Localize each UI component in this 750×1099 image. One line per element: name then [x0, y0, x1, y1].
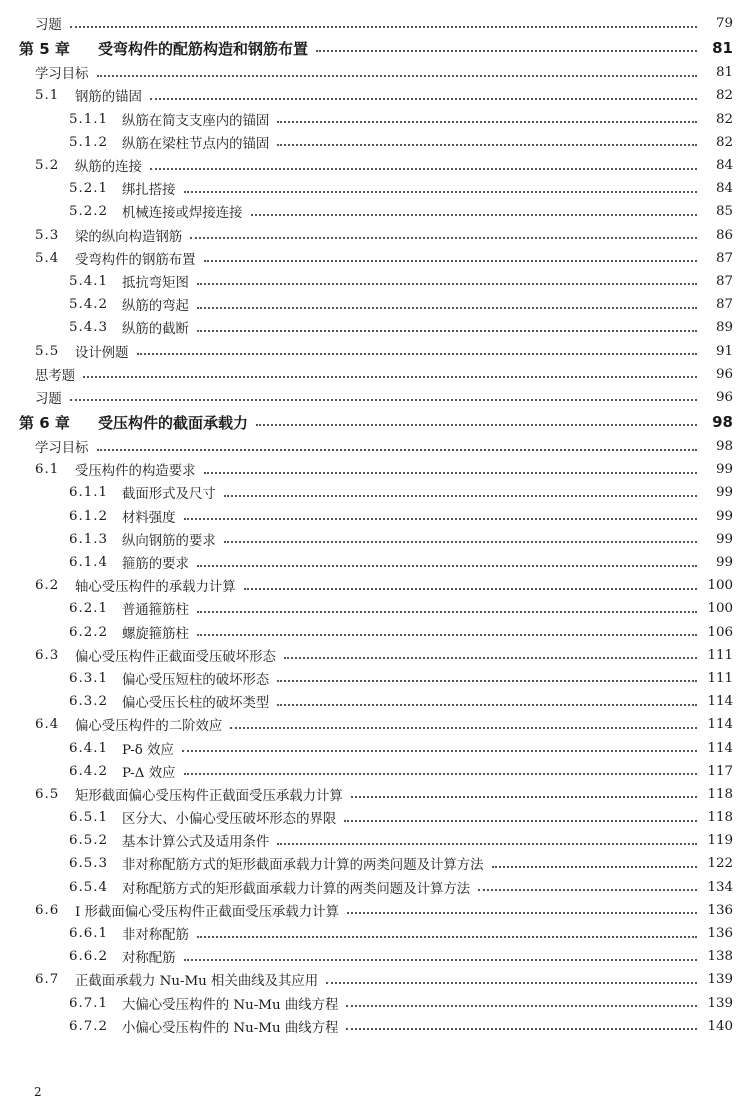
- toc-entry[interactable]: [0, 316, 750, 339]
- entry-number: 6.4: [35, 717, 60, 733]
- page-number: 2: [34, 1085, 42, 1099]
- entry-page-number: 86: [715, 227, 733, 243]
- entry-page-number: 138: [707, 949, 733, 965]
- entry-title: 矩形截面偏心受压构件正截面受压承载力计算: [75, 788, 343, 804]
- toc-entry[interactable]: [0, 1015, 750, 1038]
- toc-entry[interactable]: [0, 899, 750, 922]
- entry-page-number: 98: [712, 413, 733, 431]
- entry-page-number: 139: [707, 995, 733, 1011]
- toc-entry[interactable]: [0, 621, 750, 644]
- entry-title: 非对称配筋: [122, 928, 189, 944]
- dot-leader: [251, 214, 697, 216]
- dot-leader: [316, 50, 697, 52]
- toc-entry[interactable]: [0, 505, 750, 528]
- dot-leader: [344, 820, 697, 822]
- dot-leader: [351, 796, 697, 798]
- entry-title: 正截面承载力 Nu-Mu 相关曲线及其应用: [75, 974, 319, 990]
- entry-number: 6.5.1: [69, 810, 109, 826]
- entry-title: 材料强度: [122, 510, 176, 526]
- entry-number: 5.5: [35, 343, 60, 359]
- entry-number: 6.1: [35, 462, 60, 478]
- entry-title: P-Δ 效应: [122, 765, 176, 781]
- entry-title: 梁的纵向构造钢筋: [75, 229, 183, 245]
- entry-number: 6.6: [35, 902, 60, 918]
- entry-number: 5.3: [35, 227, 60, 243]
- entry-number: 6.2.1: [69, 601, 109, 617]
- dot-leader: [277, 144, 697, 146]
- entry-number: 6.3: [35, 647, 60, 663]
- toc-entry[interactable]: [0, 992, 750, 1015]
- entry-page-number: 111: [707, 670, 733, 686]
- toc-entry[interactable]: [0, 876, 750, 899]
- entry-title: 截面形式及尺寸: [122, 487, 216, 503]
- dot-leader: [478, 889, 697, 891]
- entry-number: 6.7.2: [69, 1018, 109, 1034]
- toc-entry[interactable]: [0, 806, 750, 829]
- dot-leader: [197, 283, 697, 285]
- dot-leader: [184, 959, 697, 961]
- entry-title: 普通箍筋柱: [122, 603, 189, 619]
- entry-title: 绑扎搭接: [122, 183, 176, 199]
- toc-entry[interactable]: [0, 458, 750, 481]
- dot-leader: [70, 399, 697, 401]
- entry-page-number: 118: [707, 786, 733, 802]
- dot-leader: [150, 168, 697, 170]
- entry-number: 5.4.2: [69, 297, 109, 313]
- entry-page-number: 82: [715, 88, 733, 104]
- entry-title: 小偏心受压构件的 Nu-Mu 曲线方程: [122, 1020, 339, 1036]
- entry-page-number: 134: [707, 879, 733, 895]
- toc-entry[interactable]: [0, 270, 750, 293]
- entry-number: 5.4: [35, 250, 60, 266]
- toc-entry[interactable]: [0, 551, 750, 574]
- entry-page-number: 84: [715, 158, 733, 174]
- toc-entry[interactable]: [0, 760, 750, 783]
- entry-number: 6.5: [35, 786, 60, 802]
- chapter-heading[interactable]: [0, 409, 750, 435]
- toc-entry[interactable]: [0, 224, 750, 247]
- entry-title: P-δ 效应: [122, 742, 174, 758]
- dot-leader: [83, 376, 697, 378]
- toc-entry[interactable]: [0, 339, 750, 362]
- entry-number: 6.7: [35, 972, 60, 988]
- entry-title: 机械连接或焊接连接: [122, 206, 243, 222]
- chapter-heading[interactable]: [0, 35, 750, 61]
- dot-leader: [346, 1028, 697, 1030]
- entry-title: 轴心受压构件的承载力计算: [75, 580, 236, 596]
- entry-page-number: 114: [707, 694, 733, 710]
- entry-page-number: 136: [707, 902, 733, 918]
- entry-page-number: 91: [715, 343, 733, 359]
- toc-entry[interactable]: [0, 644, 750, 667]
- entry-title: 习题: [35, 391, 62, 407]
- entry-title: 箍筋的要求: [122, 557, 189, 573]
- entry-title: 思考题: [35, 368, 76, 384]
- dot-leader: [197, 565, 697, 567]
- dot-leader: [184, 518, 697, 520]
- entry-page-number: 99: [715, 462, 733, 478]
- entry-page-number: 87: [715, 250, 733, 266]
- entry-page-number: 84: [715, 181, 733, 197]
- entry-page-number: 89: [715, 320, 733, 336]
- toc-entry[interactable]: [0, 852, 750, 875]
- dot-leader: [277, 843, 697, 845]
- toc-entry[interactable]: [0, 84, 750, 107]
- toc-entry[interactable]: [0, 528, 750, 551]
- entry-page-number: 139: [707, 972, 733, 988]
- entry-number: 第 6 章: [19, 413, 70, 432]
- entry-number: 5.1.2: [69, 134, 109, 150]
- toc-entry[interactable]: [0, 386, 750, 409]
- entry-title: 偏心受压构件正截面受压破坏形态: [75, 649, 276, 665]
- entry-title: 受弯构件的配筋构造和钢筋布置: [98, 39, 309, 58]
- entry-title: 螺旋箍筋柱: [122, 626, 189, 642]
- entry-number: 5.1: [35, 88, 60, 104]
- dot-leader: [346, 1005, 697, 1007]
- entry-number: 6.1.2: [69, 508, 109, 524]
- toc-entry[interactable]: [0, 968, 750, 991]
- entry-number: 5.4.1: [69, 273, 109, 289]
- entry-page-number: 100: [707, 578, 733, 594]
- entry-number: 6.5.3: [69, 856, 109, 872]
- dot-leader: [97, 449, 697, 451]
- entry-page-number: 99: [715, 508, 733, 524]
- entry-title: 受压构件的截面承载力: [98, 413, 249, 432]
- entry-title: 对称配筋方式的矩形截面承载力计算的两类问题及计算方法: [122, 881, 471, 897]
- entry-title: 抵抗弯矩图: [122, 275, 189, 291]
- toc-entry[interactable]: [0, 363, 750, 386]
- entry-title: 纵筋的截断: [122, 322, 189, 338]
- dot-leader: [184, 773, 697, 775]
- entry-title: 纵筋的弯起: [122, 299, 189, 315]
- entry-page-number: 99: [715, 531, 733, 547]
- dot-leader: [277, 704, 697, 706]
- dot-leader: [150, 98, 697, 100]
- dot-leader: [256, 424, 697, 426]
- entry-page-number: 82: [715, 111, 733, 127]
- entry-page-number: 87: [715, 273, 733, 289]
- dot-leader: [182, 750, 697, 752]
- toc-entry[interactable]: [0, 597, 750, 620]
- entry-page-number: 98: [715, 439, 733, 455]
- entry-number: 5.2.1: [69, 181, 109, 197]
- toc-entry[interactable]: [0, 667, 750, 690]
- entry-page-number: 114: [707, 740, 733, 756]
- entry-number: 5.4.3: [69, 320, 109, 336]
- dot-leader: [197, 307, 697, 309]
- entry-number: 6.4.1: [69, 740, 109, 756]
- toc-entry[interactable]: [0, 61, 750, 84]
- entry-number: 6.1.1: [69, 485, 109, 501]
- entry-page-number: 96: [715, 389, 733, 405]
- entry-number: 6.5.4: [69, 879, 109, 895]
- entry-page-number: 82: [715, 134, 733, 150]
- entry-title: 非对称配筋方式的矩形截面承载力计算的两类问题及计算方法: [122, 858, 484, 874]
- toc-entry[interactable]: [0, 574, 750, 597]
- toc-entry[interactable]: [0, 177, 750, 200]
- entry-page-number: 117: [707, 763, 733, 779]
- toc-entry[interactable]: [0, 108, 750, 131]
- entry-title: 钢筋的锚固: [75, 90, 142, 106]
- entry-page-number: 87: [715, 297, 733, 313]
- entry-page-number: 114: [707, 717, 733, 733]
- dot-leader: [204, 472, 697, 474]
- entry-title: 设计例题: [75, 345, 129, 361]
- dot-leader: [277, 680, 697, 682]
- entry-page-number: 99: [715, 485, 733, 501]
- dot-leader: [204, 260, 697, 262]
- toc-entry[interactable]: [0, 922, 750, 945]
- table-of-contents: [0, 12, 750, 1038]
- dot-leader: [224, 495, 697, 497]
- entry-title: 偏心受压短柱的破坏形态: [122, 672, 270, 688]
- entry-title: 习题: [35, 18, 62, 34]
- entry-page-number: 111: [707, 647, 733, 663]
- toc-entry[interactable]: [0, 154, 750, 177]
- dot-leader: [97, 75, 697, 77]
- entry-number: 6.7.1: [69, 995, 109, 1011]
- entry-title: 受弯构件的钢筋布置: [75, 252, 196, 268]
- toc-entry[interactable]: [0, 783, 750, 806]
- entry-page-number: 99: [715, 555, 733, 571]
- entry-page-number: 100: [707, 601, 733, 617]
- dot-leader: [492, 866, 697, 868]
- entry-number: 第 5 章: [19, 39, 70, 58]
- entry-title: 基本计算公式及适用条件: [122, 835, 270, 851]
- dot-leader: [197, 330, 697, 332]
- entry-title: 纵向钢筋的要求: [122, 533, 216, 549]
- entry-number: 6.1.4: [69, 555, 109, 571]
- entry-number: 5.2: [35, 158, 60, 174]
- entry-number: 6.6.1: [69, 926, 109, 942]
- toc-entry[interactable]: [0, 481, 750, 504]
- dot-leader: [244, 588, 697, 590]
- entry-number: 6.2.2: [69, 624, 109, 640]
- entry-title: 偏心受压构件的二阶效应: [75, 719, 223, 735]
- entry-page-number: 140: [707, 1018, 733, 1034]
- toc-entry[interactable]: [0, 293, 750, 316]
- entry-page-number: 122: [707, 856, 733, 872]
- entry-page-number: 79: [715, 16, 733, 32]
- entry-title: 区分大、小偏心受压破坏形态的界限: [122, 812, 337, 828]
- entry-page-number: 81: [712, 39, 733, 58]
- dot-leader: [184, 191, 697, 193]
- toc-entry[interactable]: [0, 200, 750, 223]
- toc-entry[interactable]: [0, 131, 750, 154]
- dot-leader: [224, 541, 697, 543]
- entry-number: 6.4.2: [69, 763, 109, 779]
- dot-leader: [190, 237, 697, 239]
- entry-number: 6.1.3: [69, 531, 109, 547]
- dot-leader: [70, 26, 697, 28]
- entry-number: 6.3.2: [69, 694, 109, 710]
- dot-leader: [137, 353, 697, 355]
- dot-leader: [197, 634, 697, 636]
- entry-number: 6.2: [35, 578, 60, 594]
- entry-page-number: 136: [707, 926, 733, 942]
- entry-page-number: 118: [707, 810, 733, 826]
- entry-title: 学习目标: [35, 67, 89, 83]
- toc-entry[interactable]: [0, 247, 750, 270]
- entry-title: 纵筋在简支支座内的锚固: [122, 113, 270, 129]
- dot-leader: [326, 982, 697, 984]
- dot-leader: [284, 657, 697, 659]
- toc-entry[interactable]: [0, 435, 750, 458]
- toc-entry[interactable]: [0, 713, 750, 736]
- entry-title: 纵筋的连接: [75, 160, 142, 176]
- entry-number: 5.2.2: [69, 204, 109, 220]
- entry-page-number: 85: [715, 204, 733, 220]
- toc-entry[interactable]: [0, 12, 750, 35]
- toc-entry[interactable]: [0, 829, 750, 852]
- toc-entry[interactable]: [0, 736, 750, 759]
- entry-title: 受压构件的构造要求: [75, 464, 196, 480]
- entry-number: 6.5.2: [69, 833, 109, 849]
- entry-number: 6.3.1: [69, 670, 109, 686]
- entry-title: 对称配筋: [122, 951, 176, 967]
- entry-number: 5.1.1: [69, 111, 109, 127]
- toc-entry[interactable]: [0, 945, 750, 968]
- toc-entry[interactable]: [0, 690, 750, 713]
- entry-title: I 形截面偏心受压构件正截面受压承载力计算: [75, 904, 339, 920]
- entry-page-number: 106: [707, 624, 733, 640]
- dot-leader: [347, 912, 697, 914]
- entry-page-number: 96: [715, 366, 733, 382]
- entry-page-number: 119: [707, 833, 733, 849]
- entry-number: 6.6.2: [69, 949, 109, 965]
- dot-leader: [230, 727, 697, 729]
- dot-leader: [277, 121, 697, 123]
- entry-title: 纵筋在梁柱节点内的锚固: [122, 136, 270, 152]
- entry-title: 大偏心受压构件的 Nu-Mu 曲线方程: [122, 997, 339, 1013]
- entry-title: 学习目标: [35, 441, 89, 457]
- entry-page-number: 81: [715, 65, 733, 81]
- entry-title: 偏心受压长柱的破坏类型: [122, 696, 270, 712]
- dot-leader: [197, 611, 697, 613]
- dot-leader: [197, 936, 697, 938]
